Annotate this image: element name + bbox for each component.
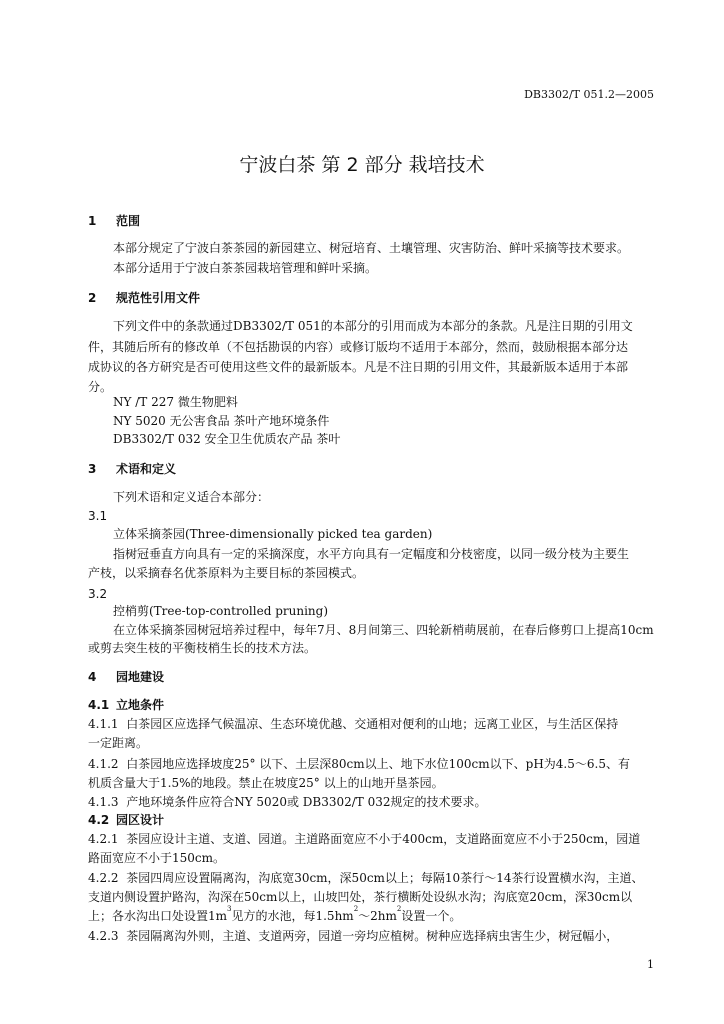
text-fragment: 上；各水沟出口处设置1m xyxy=(88,909,228,923)
text-fragment: 见方的水池，每1.5hm xyxy=(231,909,354,923)
clause xyxy=(88,754,630,774)
clause-number: 4.1.2 xyxy=(88,757,119,771)
superscript: 2 xyxy=(353,905,359,913)
section-title: 术语和定义 xyxy=(116,462,177,476)
clause xyxy=(88,868,643,888)
paragraph: 本部分适用于宁波白茶茶园栽培管理和鲜叶采摘。 xyxy=(113,261,378,275)
clause-text: 产地环境条件应符合NY 5020或 DB3302/T 032规定的技术要求。 xyxy=(126,795,487,809)
clause-number: 4.2.3 xyxy=(88,929,119,943)
paragraph-line: 成协议的各方研究是否可使用这些文件的最新版本。凡是不注日期的引用文件，其最新版本适用于本部 xyxy=(88,360,629,374)
paragraph-line: 产枝，以采摘春名优茶原料为主要目标的茶园模式。 xyxy=(88,566,365,580)
section-title: 园地建设 xyxy=(116,670,165,684)
section-heading xyxy=(88,289,200,306)
clause-number: 4.1.1 xyxy=(88,717,119,731)
paragraph-line xyxy=(88,906,461,926)
clause-text: 茶园四周应设置隔离沟，沟底宽30cm，深50cm以上；每隔10茶行～14茶行设置横水沟，主道、 xyxy=(126,871,644,885)
paragraph-line: 件，其随后所有的修改单（不包括勘误的内容）或修订版均不适用于本部分，然而，鼓励根据本部分达 xyxy=(88,340,629,354)
subsection-title: 园区设计 xyxy=(116,813,165,827)
clause-text: 茶园隔离沟外则，主道、支道两旁，园道一旁均应植树。树种应选择病虫害生少，树冠幅小， xyxy=(126,929,619,943)
subsection-heading xyxy=(88,811,164,828)
paragraph-line: 支道内侧设置护路沟，沟深在50cm以上，山坡凹处，茶行横断处设纵水沟；沟底宽20cm，深30cm以 xyxy=(88,890,633,904)
paragraph-line: 或剪去突生枝的平衡枝梢生长的技术方法。 xyxy=(88,641,317,655)
subsection-heading xyxy=(88,696,164,713)
paragraph-line: 指树冠垂直方向具有一定的采摘深度，水平方向具有一定幅度和分枝密度，以同一级分枝为主要生 xyxy=(113,547,630,561)
clause xyxy=(88,829,640,849)
section-title: 范围 xyxy=(116,214,141,228)
superscript: 3 xyxy=(227,905,232,913)
paragraph: 本部分规定了宁波白茶茶园的新园建立、树冠培育、土壤管理、灾害防治、鲜叶采摘等技术要求。 xyxy=(113,241,630,255)
paragraph-line: 分。 xyxy=(88,380,113,394)
clause-text: 白茶园区应选择气候温凉、生态环境优越、交通相对便利的山地；远离工业区，与生活区保持 xyxy=(126,717,619,731)
reference-item: DB3302/T 032 安全卫生优质农产品 茶叶 xyxy=(113,432,341,446)
paragraph-line: 路面宽应不小于150cm。 xyxy=(88,851,226,865)
section-number: 4 xyxy=(88,670,97,684)
paragraph: 下列术语和定义适合本部分： xyxy=(113,490,270,504)
section-heading xyxy=(88,668,164,685)
document-code: DB3302/T 051.2—2005 xyxy=(524,88,654,101)
paragraph-line: 机质含量大于1.5%的地段。禁止在坡度25° 以上的山地开垦茶园。 xyxy=(88,776,444,790)
superscript: 2 xyxy=(396,905,402,913)
subsection-number: 4.2 xyxy=(88,813,110,827)
text-fragment: ～2hm xyxy=(358,909,397,923)
term-number: 3.2 xyxy=(88,587,108,601)
text-fragment: 设置一个。 xyxy=(401,909,462,923)
term-title: 控梢剪(Tree-top-controlled pruning) xyxy=(113,604,328,618)
clause-number: 4.1.3 xyxy=(88,795,119,809)
clause-text: 白茶园地应选择坡度25° 以下、土层深80cm以上、地下水位100cm以下、pH为4.5～6.5、有 xyxy=(126,757,630,771)
reference-item: NY /T 227 微生物肥料 xyxy=(113,395,238,409)
reference-item: NY 5020 无公害食品 茶叶产地环境条件 xyxy=(113,414,330,428)
subsection-title: 立地条件 xyxy=(116,698,165,712)
clause-text: 茶园应设计主道、支道、园道。主道路面宽应不小于400cm，支道路面宽应不小于250cm，园道 xyxy=(126,832,641,846)
page-number: 1 xyxy=(647,958,654,971)
paragraph-line: 一定距离。 xyxy=(88,736,149,750)
document-title: 宁波白茶 第 2 部分 栽培技术 xyxy=(239,154,485,176)
term-title: 立体采摘茶园(Three-dimensionally picked tea garden) xyxy=(113,527,433,541)
subsection-number: 4.1 xyxy=(88,698,110,712)
section-title: 规范性引用文件 xyxy=(116,291,201,305)
term-number: 3.1 xyxy=(88,509,108,523)
paragraph-line: 在立体采摘茶园树冠培养过程中，每年7月、8月间第三、四轮新梢萌展前，在春后修剪口上提高10cm xyxy=(113,623,654,637)
section-heading xyxy=(88,212,140,229)
clause-number: 4.2.1 xyxy=(88,832,119,846)
clause-number: 4.2.2 xyxy=(88,871,119,885)
clause xyxy=(88,792,487,812)
section-number: 2 xyxy=(88,291,97,305)
section-number: 3 xyxy=(88,462,97,476)
section-heading xyxy=(88,460,176,477)
section-number: 1 xyxy=(88,214,97,228)
paragraph-line: 下列文件中的条款通过DB3302/T 051的本部分的引用而成为本部分的条款。凡是注日期的引用文 xyxy=(113,319,633,333)
clause xyxy=(88,714,618,734)
clause xyxy=(88,926,618,946)
